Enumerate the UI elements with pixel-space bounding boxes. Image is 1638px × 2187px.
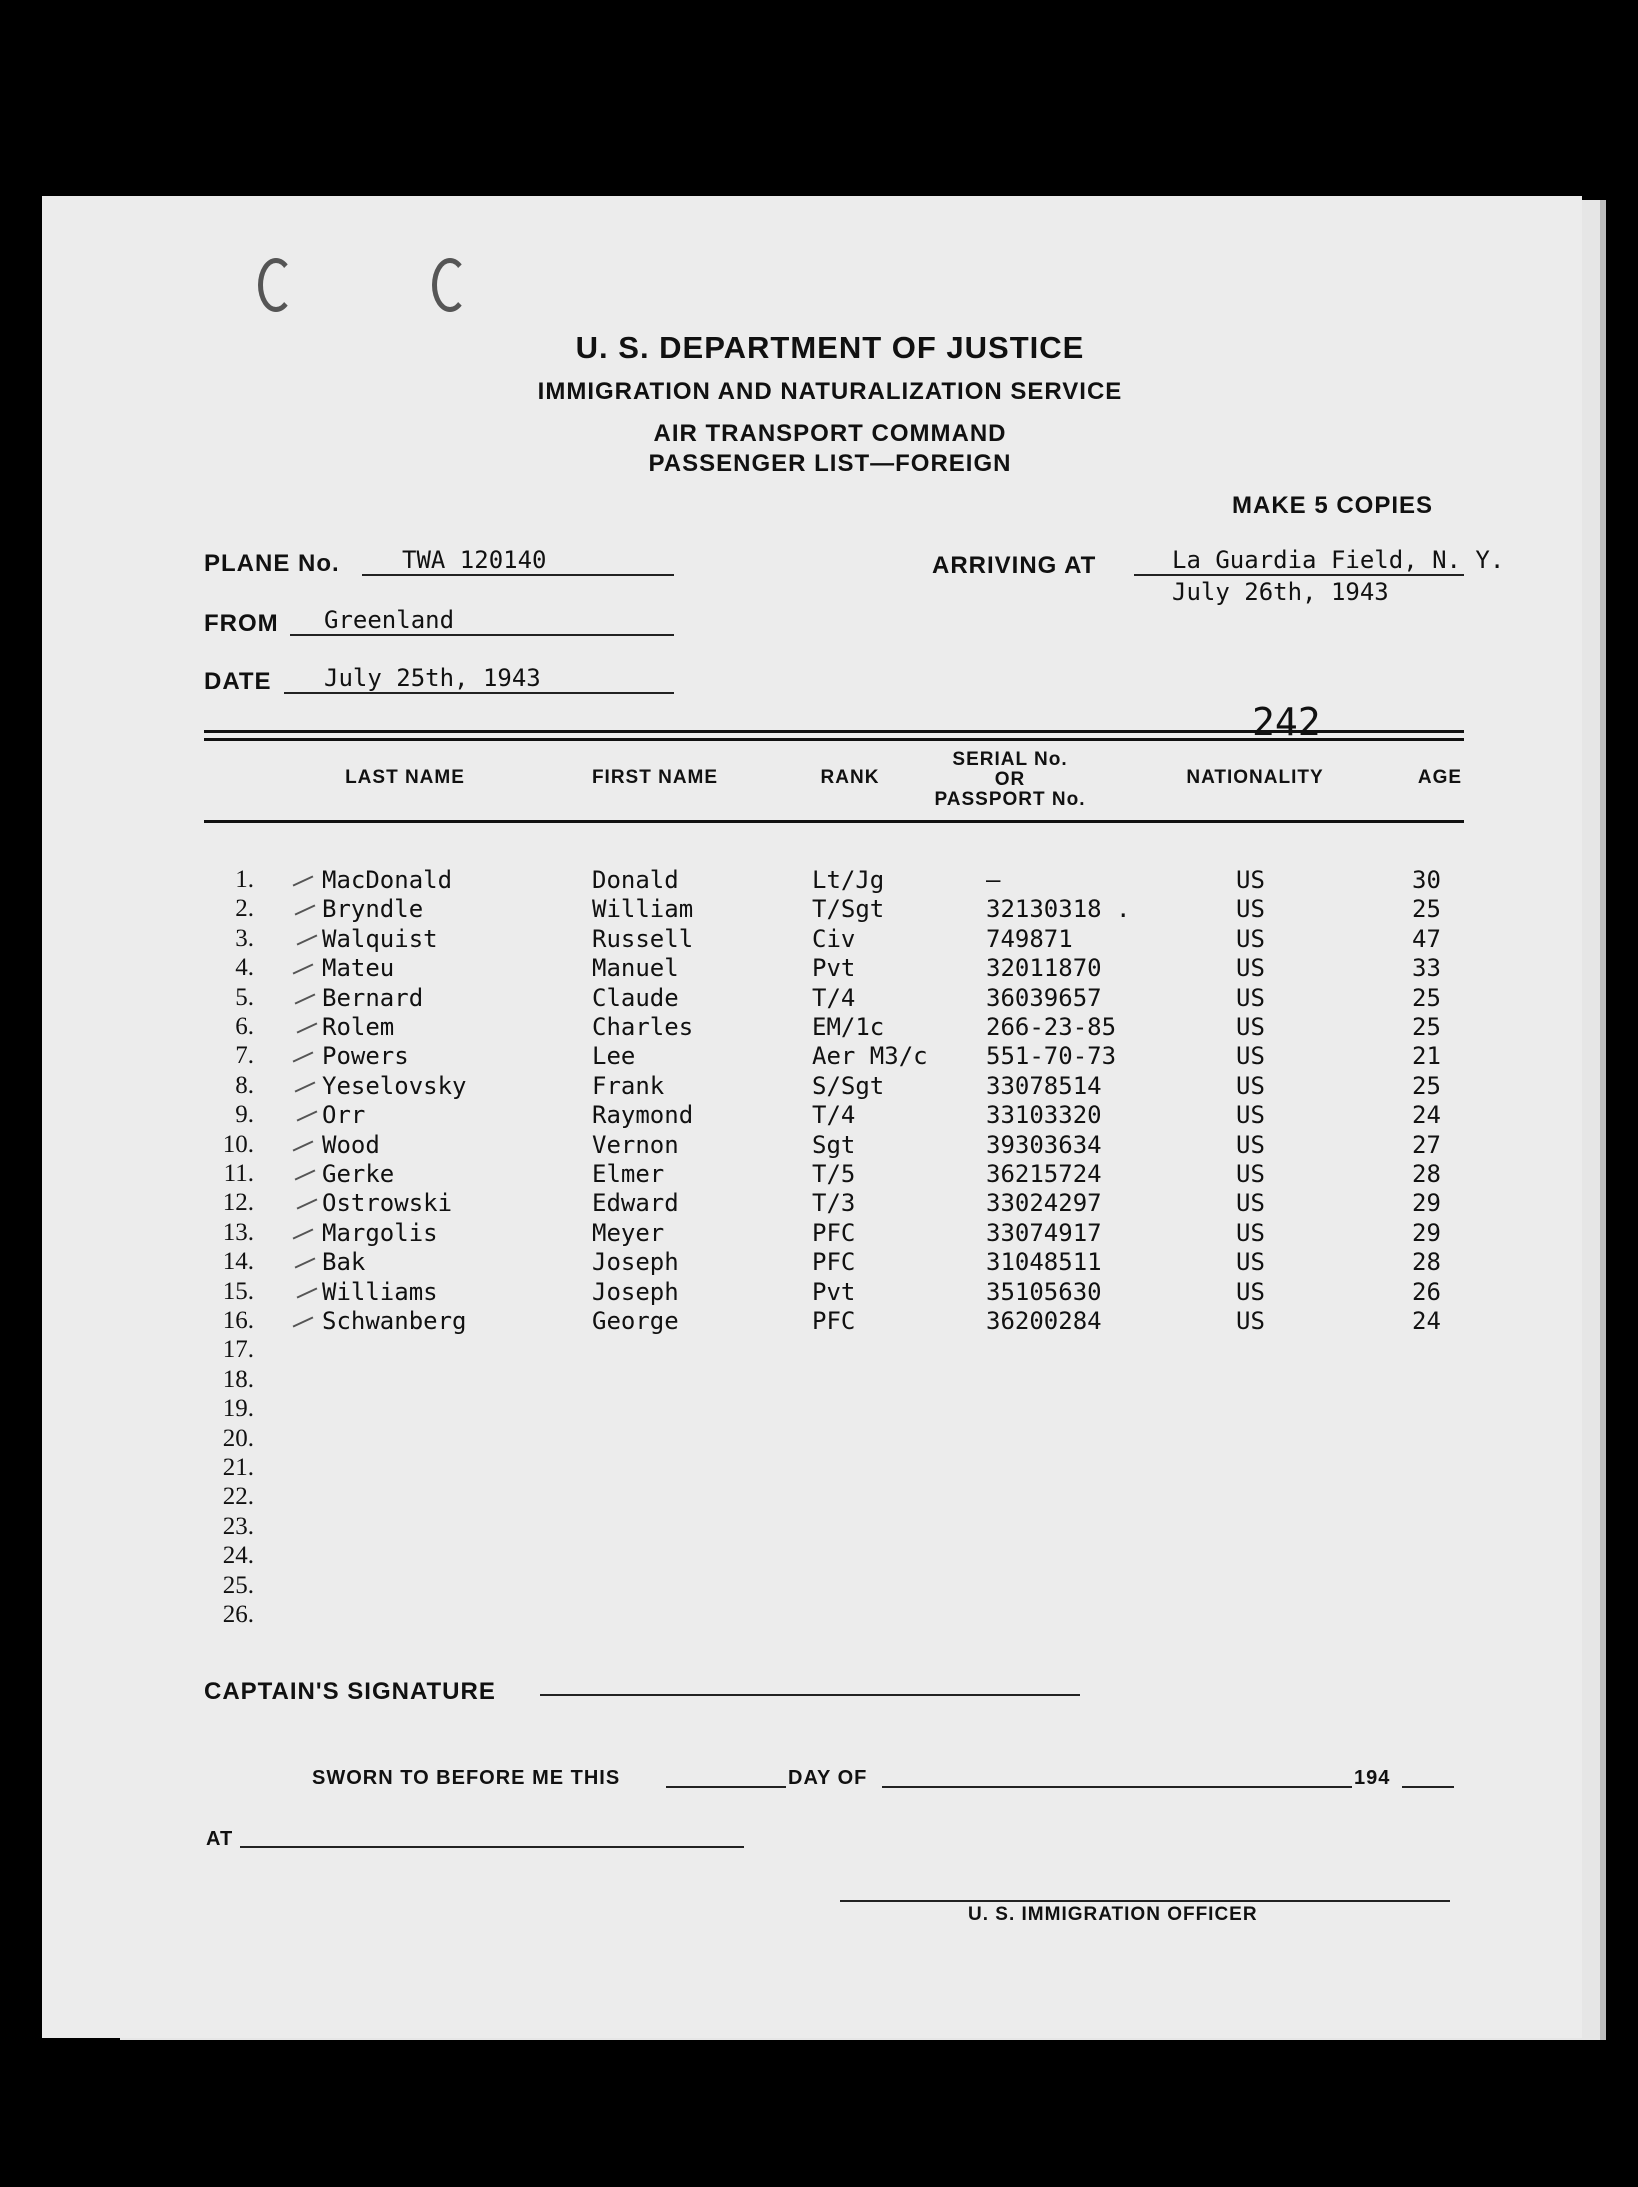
age-cell: 25: [1412, 984, 1441, 1012]
rank-cell: Pvt: [812, 1278, 856, 1306]
plane-label: PLANE No.: [204, 550, 340, 577]
nationality-cell: US: [1236, 1278, 1265, 1306]
last-name-cell: Gerke: [322, 1160, 395, 1188]
last-name-cell: Rolem: [322, 1013, 395, 1041]
col-serial-line1: SERIAL No.: [952, 749, 1068, 770]
arriving-date: July 26th, 1943: [1172, 578, 1389, 606]
last-name-cell: Powers: [322, 1042, 409, 1070]
age-cell: 25: [1412, 895, 1441, 923]
serial-cell: 36039657: [986, 984, 1102, 1012]
row-number: 23.: [222, 1513, 254, 1540]
captain-signature-label: CAPTAIN'S SIGNATURE: [204, 1678, 496, 1705]
first-name-cell: Claude: [592, 984, 679, 1012]
last-name-cell: Yeselovsky: [322, 1072, 467, 1100]
first-name-cell: Lee: [592, 1042, 636, 1070]
row-number: 20.: [222, 1425, 254, 1452]
serial-cell: 39303634: [986, 1131, 1102, 1159]
date-value: July 25th, 1943: [324, 664, 541, 692]
last-name-cell: Wood: [322, 1131, 380, 1159]
nationality-cell: US: [1236, 954, 1265, 982]
row-number: 11.: [223, 1160, 254, 1187]
last-name-cell: Ostrowski: [322, 1189, 453, 1217]
rank-cell: Aer M3/c: [812, 1042, 928, 1070]
row-number: 19.: [222, 1395, 254, 1422]
age-cell: 27: [1412, 1131, 1441, 1159]
nationality-cell: US: [1236, 1013, 1265, 1041]
col-nationality: NATIONALITY: [1186, 767, 1324, 788]
first-name-cell: Elmer: [592, 1160, 665, 1188]
nationality-cell: US: [1236, 895, 1265, 923]
row-number: 26.: [222, 1601, 254, 1628]
captain-signature-line: [540, 1694, 1080, 1696]
serial-cell: 33024297: [986, 1189, 1102, 1217]
punch-hole-center: [432, 258, 468, 312]
first-name-cell: Edward: [592, 1189, 679, 1217]
nationality-cell: US: [1236, 1072, 1265, 1100]
row-number: 22.: [222, 1483, 254, 1510]
first-name-cell: George: [592, 1307, 679, 1335]
from-label: FROM: [204, 610, 279, 637]
rank-cell: T/Sgt: [812, 895, 885, 923]
table-top-rule: [204, 730, 1464, 733]
day-of-label: DAY OF: [788, 1767, 868, 1789]
service-heading: IMMIGRATION AND NATURALIZATION SERVICE: [537, 378, 1123, 405]
row-number: 3.: [235, 925, 254, 952]
first-name-cell: Donald: [592, 866, 679, 894]
rank-cell: PFC: [812, 1248, 856, 1276]
row-number: 7.: [235, 1042, 254, 1069]
row-number: 16.: [222, 1307, 254, 1334]
first-name-cell: Manuel: [592, 954, 679, 982]
handwritten-number: 242: [1252, 700, 1321, 744]
department-heading: U. S. DEPARTMENT OF JUSTICE: [575, 330, 1085, 365]
col-serial-line2: OR: [994, 769, 1026, 790]
age-cell: 24: [1412, 1307, 1441, 1335]
row-number: 1.: [235, 866, 254, 893]
col-rank: RANK: [820, 767, 880, 788]
first-name-cell: Vernon: [592, 1131, 679, 1159]
rank-cell: T/4: [812, 984, 856, 1012]
row-number: 2.: [235, 895, 254, 922]
serial-cell: 33078514: [986, 1072, 1102, 1100]
row-number: 6.: [235, 1013, 254, 1040]
rank-cell: T/4: [812, 1101, 856, 1129]
rank-cell: T/5: [812, 1160, 856, 1188]
table-header-rule: [204, 820, 1464, 823]
first-name-cell: Raymond: [592, 1101, 694, 1129]
row-number: 9.: [235, 1101, 254, 1128]
col-age: AGE: [1417, 767, 1463, 788]
row-number: 21.: [222, 1454, 254, 1481]
at-line: [240, 1846, 744, 1848]
first-name-cell: Charles: [592, 1013, 694, 1041]
sworn-label: SWORN TO BEFORE ME THIS: [312, 1767, 621, 1789]
at-label: AT: [206, 1828, 234, 1850]
serial-cell: 551-70-73: [986, 1042, 1117, 1070]
row-number: 8.: [235, 1072, 254, 1099]
first-name-cell: Russell: [592, 925, 694, 953]
rank-cell: Civ: [812, 925, 856, 953]
last-name-cell: Bak: [322, 1248, 366, 1276]
nationality-cell: US: [1236, 866, 1265, 894]
serial-cell: 32130318 .: [986, 895, 1131, 923]
row-number: 15.: [222, 1278, 254, 1305]
last-name-cell: Walquist: [322, 925, 438, 953]
serial-cell: 31048511: [986, 1248, 1102, 1276]
officer-label: U. S. IMMIGRATION OFFICER: [968, 1904, 1258, 1925]
nationality-cell: US: [1236, 1307, 1265, 1335]
nationality-cell: US: [1236, 1219, 1265, 1247]
last-name-cell: Schwanberg: [322, 1307, 467, 1335]
year-line: [1402, 1786, 1454, 1788]
first-name-cell: Joseph: [592, 1278, 679, 1306]
serial-cell: 33074917: [986, 1219, 1102, 1247]
row-number: 25.: [222, 1572, 254, 1599]
serial-cell: 36200284: [986, 1307, 1102, 1335]
rank-cell: PFC: [812, 1219, 856, 1247]
sworn-day-line: [666, 1786, 786, 1788]
col-last-name: LAST NAME: [345, 767, 465, 788]
nationality-cell: US: [1236, 984, 1265, 1012]
age-cell: 21: [1412, 1042, 1441, 1070]
plane-underline: [362, 574, 674, 576]
date-label: DATE: [204, 668, 272, 695]
col-serial-line3: PASSPORT No.: [934, 789, 1086, 810]
rank-cell: EM/1c: [812, 1013, 885, 1041]
command-heading: AIR TRANSPORT COMMAND: [653, 420, 1007, 447]
row-number: 14.: [222, 1248, 254, 1275]
age-cell: 33: [1412, 954, 1441, 982]
row-number: 13.: [222, 1219, 254, 1246]
age-cell: 26: [1412, 1278, 1441, 1306]
day-of-line: [882, 1786, 1352, 1788]
arriving-label: ARRIVING AT: [932, 552, 1097, 579]
first-name-cell: Joseph: [592, 1248, 679, 1276]
nationality-cell: US: [1236, 1131, 1265, 1159]
age-cell: 28: [1412, 1160, 1441, 1188]
year-label: 194: [1354, 1767, 1391, 1789]
officer-signature-line: [840, 1900, 1450, 1902]
rank-cell: PFC: [812, 1307, 856, 1335]
punch-hole-left: [258, 258, 294, 312]
rank-cell: Pvt: [812, 954, 856, 982]
age-cell: 25: [1412, 1072, 1441, 1100]
from-underline: [290, 634, 674, 636]
row-number: 4.: [235, 954, 254, 981]
age-cell: 30: [1412, 866, 1441, 894]
table-top-rule-2: [204, 738, 1464, 741]
serial-cell: 36215724: [986, 1160, 1102, 1188]
arriving-value: La Guardia Field, N. Y.: [1172, 546, 1505, 574]
row-number: 24.: [222, 1542, 254, 1569]
nationality-cell: US: [1236, 1101, 1265, 1129]
last-name-cell: Bryndle: [322, 895, 424, 923]
age-cell: 29: [1412, 1189, 1441, 1217]
last-name-cell: Mateu: [322, 954, 395, 982]
rank-cell: T/3: [812, 1189, 856, 1217]
nationality-cell: US: [1236, 1248, 1265, 1276]
rank-cell: S/Sgt: [812, 1072, 885, 1100]
nationality-cell: US: [1236, 1189, 1265, 1217]
col-serial: [900, 750, 1120, 810]
nationality-cell: US: [1236, 1160, 1265, 1188]
list-title: PASSENGER LIST—FOREIGN: [648, 450, 1012, 477]
nationality-cell: US: [1236, 925, 1265, 953]
serial-cell: 33103320: [986, 1101, 1102, 1129]
serial-cell: —: [986, 866, 1001, 894]
copies-note: MAKE 5 COPIES: [1232, 492, 1434, 519]
serial-cell: 35105630: [986, 1278, 1102, 1306]
serial-cell: 32011870: [986, 954, 1102, 982]
date-underline: [284, 692, 674, 694]
rank-cell: Lt/Jg: [812, 866, 885, 894]
last-name-cell: Williams: [322, 1278, 438, 1306]
row-number: 12.: [222, 1189, 254, 1216]
age-cell: 24: [1412, 1101, 1441, 1129]
plane-value: TWA 120140: [402, 546, 547, 574]
first-name-cell: William: [592, 895, 694, 923]
serial-cell: 266-23-85: [986, 1013, 1117, 1041]
nationality-cell: US: [1236, 1042, 1265, 1070]
serial-cell: 749871: [986, 925, 1073, 953]
age-cell: 29: [1412, 1219, 1441, 1247]
first-name-cell: Frank: [592, 1072, 665, 1100]
from-value: Greenland: [324, 606, 455, 634]
row-number: 10.: [222, 1131, 254, 1158]
last-name-cell: Margolis: [322, 1219, 438, 1247]
arriving-underline: [1134, 574, 1464, 576]
row-number: 18.: [222, 1366, 254, 1393]
row-number: 17.: [222, 1336, 254, 1363]
rank-cell: Sgt: [812, 1131, 856, 1159]
age-cell: 28: [1412, 1248, 1441, 1276]
col-first-name: FIRST NAME: [591, 767, 719, 788]
age-cell: 47: [1412, 925, 1441, 953]
last-name-cell: MacDonald: [322, 866, 453, 894]
first-name-cell: Meyer: [592, 1219, 665, 1247]
row-number: 5.: [235, 984, 254, 1011]
last-name-cell: Bernard: [322, 984, 424, 1012]
last-name-cell: Orr: [322, 1101, 366, 1129]
age-cell: 25: [1412, 1013, 1441, 1041]
